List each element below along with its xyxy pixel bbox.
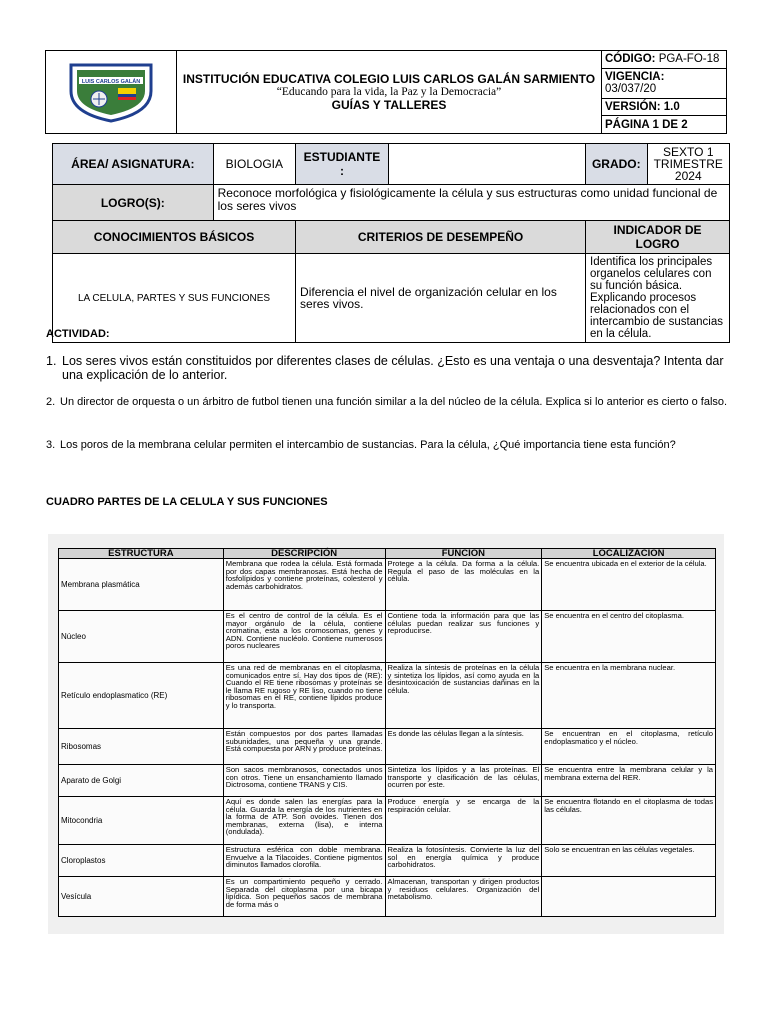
question-1 bbox=[46, 354, 736, 382]
indicador-value: Identifica los principales organelos celulares con su función básica. Explicando procesos relacionados con el intercambio de sustancias en la célula. bbox=[586, 254, 730, 343]
header-estructura: ESTRUCTURA bbox=[59, 549, 224, 559]
row-funcion: Es donde las células llegan a la síntesis. bbox=[385, 729, 542, 765]
row-funcion: Protege a la célula. Da forma a la célula. Regula el paso de las moléculas en la célula. bbox=[385, 559, 542, 611]
cuadro-title: CUADRO PARTES DE LA CELULA Y SUS FUNCIONES bbox=[46, 496, 328, 508]
vigencia-label: VIGENCIA: bbox=[605, 71, 665, 84]
activity-title: ACTIVIDAD: bbox=[46, 328, 110, 340]
row-descripcion: Son sacos membranosos, conectados unos con otros. Tiene un ensanchamiento llamado Dictrosoma, contiene TRANS y CIS. bbox=[223, 765, 385, 797]
row-descripcion: Es una red de membranas en el citoplasma, comunicados entre sí. Hay dos tipos de (RE): Cuando el RE tiene ribosomas y proteínas se le llama RE rugoso y RE liso, cuando no tiene ribosomas en el RE, contiene lípidos produce y lo transporta. bbox=[223, 663, 385, 729]
row-estructura: Vesícula bbox=[59, 877, 224, 917]
question-number: 1. bbox=[46, 354, 57, 368]
row-descripcion: Es un compartimiento pequeño y cerrado. Separada del citoplasma por una bicapa lipídica. Son pequeños sacos de membrana de forma más o bbox=[223, 877, 385, 917]
document-type: GUÍAS Y TALLERES bbox=[331, 97, 447, 112]
question-number: 2. bbox=[46, 396, 56, 408]
table-row bbox=[59, 845, 716, 877]
question-2 bbox=[46, 395, 736, 410]
row-localizacion: Se encuentran en el citoplasma, retículo endoplasmatico y el núcleo. bbox=[542, 729, 716, 765]
indicador-header: INDICADOR DE LOGRO bbox=[586, 221, 730, 254]
table-header-row bbox=[59, 549, 716, 559]
codigo-label: CÓDIGO: bbox=[605, 53, 656, 66]
vigencia-cell bbox=[602, 68, 727, 98]
institution-name: INSTITUCIÓN EDUCATIVA COLEGIO LUIS CARLOS GALÁN SARMIENTO bbox=[182, 71, 596, 86]
pagina-text: PÁGINA 1 DE 2 bbox=[605, 118, 688, 131]
area-value: BIOLOGIA bbox=[213, 144, 295, 185]
logro-label: LOGRO(S): bbox=[53, 185, 214, 221]
version-cell bbox=[602, 98, 727, 116]
estudiante-label: ESTUDIANTE : bbox=[296, 144, 389, 185]
conocimientos-value: LA CELULA, PARTES Y SUS FUNCIONES bbox=[53, 254, 296, 343]
area-label: ÁREA/ ASIGNATURA: bbox=[53, 144, 214, 185]
question-3 bbox=[46, 438, 736, 453]
row-descripcion: Estructura esférica con doble membrana. Envuelve a la Tilacoides. Contiene pigmentos diminutos llamados clorofila. bbox=[223, 845, 385, 877]
table-row bbox=[59, 663, 716, 729]
table-row bbox=[59, 559, 716, 611]
cell-parts-table bbox=[58, 548, 716, 917]
row-localizacion: Solo se encuentran en las células vegetales. bbox=[542, 845, 716, 877]
row-localizacion: Se encuentra en la membrana nuclear. bbox=[542, 663, 716, 729]
codigo-cell bbox=[602, 51, 727, 69]
row-localizacion bbox=[542, 877, 716, 917]
codigo-value: PGA-FO-18 bbox=[658, 53, 720, 66]
table-row bbox=[59, 877, 716, 917]
cell-parts-image bbox=[48, 534, 724, 934]
row-estructura: Cloroplastos bbox=[59, 845, 224, 877]
criterios-header: CRITERIOS DE DESEMPEÑO bbox=[296, 221, 586, 254]
table-row bbox=[59, 797, 716, 845]
row-localizacion: Se encuentra ubicada en el exterior de la célula. bbox=[542, 559, 716, 611]
row-localizacion: Se encuentra flotando en el citoplasma de todas las células. bbox=[542, 797, 716, 845]
table-row bbox=[59, 765, 716, 797]
criterios-value: Diferencia el nivel de organización celular en los seres vivos. bbox=[296, 254, 586, 343]
row-estructura: Ribosomas bbox=[59, 729, 224, 765]
row-estructura: Membrana plasmática bbox=[59, 559, 224, 611]
header-localizacion: LOCALIZACION bbox=[542, 549, 716, 559]
row-funcion: Almacenan, transportan y dirigen productos y residuos celulares. Organización del metabolismo. bbox=[385, 877, 542, 917]
row-localizacion: Se encuentra en el centro del citoplasma. bbox=[542, 611, 716, 663]
grado-value: SEXTO 1 TRIMESTRE 2024 bbox=[647, 144, 729, 185]
institution-motto: “Educando para la vida, la Paz y la Democracia” bbox=[276, 85, 502, 98]
grado-label: GRADO: bbox=[586, 144, 648, 185]
conocimientos-header: CONOCIMIENTOS BÁSICOS bbox=[53, 221, 296, 254]
institution-cell bbox=[177, 51, 602, 134]
row-funcion: Realiza la fotosíntesis. Convierte la luz del sol en energía química y produce carbohidratos. bbox=[385, 845, 542, 877]
row-estructura: Mitocondria bbox=[59, 797, 224, 845]
row-descripcion: Es el centro de control de la célula. Es el mayor orgánulo de la célula, contiene cromatina, esta a los cromosomas, genes y ADN. Contiene nucléolo. Contiene numerosos poros nucleares bbox=[223, 611, 385, 663]
document-header bbox=[45, 50, 727, 134]
question-text: Un director de orquesta o un árbitro de futbol tienen una función similar a la del núcleo de la célula. Explica si lo anterior es cierto o falso. bbox=[60, 396, 728, 408]
row-estructura: Núcleo bbox=[59, 611, 224, 663]
row-funcion: Contiene toda la información para que las células puedan realizar sus funciones y reproducirse. bbox=[385, 611, 542, 663]
row-estructura: Retículo endoplasmatico (RE) bbox=[59, 663, 224, 729]
question-text: Los poros de la membrana celular permiten el intercambio de sustancias. Para la célula, ¿Qué importancia tiene esta función? bbox=[60, 439, 676, 451]
school-shield-icon bbox=[61, 57, 161, 123]
row-localizacion: Se encuentra entre la membrana celular y la membrana externa del RER. bbox=[542, 765, 716, 797]
table-row bbox=[59, 729, 716, 765]
row-funcion: Realiza la síntesis de proteínas en la célula y sintetiza los lípidos, así como ayuda en la desintoxicación de sustancias dañinas en la célula. bbox=[385, 663, 542, 729]
question-number: 3. bbox=[46, 439, 56, 451]
row-descripcion: Aquí es donde salen las energías para la célula. Guarda la energía de los nutrientes en la forma de ATP. Son ovoides. Tienen dos membranas, externa (lisa), e interna (ondulada). bbox=[223, 797, 385, 845]
question-text: Los seres vivos están constituidos por diferentes clases de células. ¿Esto es una ventaja o una desventaja? Intenta dar una explicación de lo anterior. bbox=[62, 354, 724, 382]
row-descripcion: Están compuestos por dos partes llamadas subunidades, una pequeña y una grande. Está compuesta por ARN y produce proteínas. bbox=[223, 729, 385, 765]
row-funcion: Sintetiza los lípidos y a las proteínas. El transporte y clasificación de las células, ocurren por este. bbox=[385, 765, 542, 797]
table-row bbox=[59, 611, 716, 663]
header-descripcion: DESCRIPCIÓN bbox=[223, 549, 385, 559]
estudiante-field[interactable] bbox=[388, 144, 585, 185]
row-funcion: Produce energía y se encarga de la respiración celular. bbox=[385, 797, 542, 845]
row-estructura: Aparato de Golgi bbox=[59, 765, 224, 797]
logro-value: Reconoce morfológica y fisiológicamente la célula y sus estructuras como unidad funcional de los seres vivos bbox=[213, 185, 729, 221]
logo-cell bbox=[46, 51, 177, 134]
header-funcion: FUNCION bbox=[385, 549, 542, 559]
version-text: VERSIÓN: 1.0 bbox=[605, 101, 680, 114]
info-table bbox=[52, 143, 730, 343]
vigencia-value: 03/037/20 bbox=[605, 83, 657, 96]
pagina-cell bbox=[602, 116, 727, 134]
row-descripcion: Membrana que rodea la célula. Está formada por dos capas membranosas. Está hecha de fosfolípidos y contiene proteínas, colesterol y además carbohidratos. bbox=[223, 559, 385, 611]
logo-text: LUIS CARLOS GALÁN bbox=[81, 78, 141, 85]
